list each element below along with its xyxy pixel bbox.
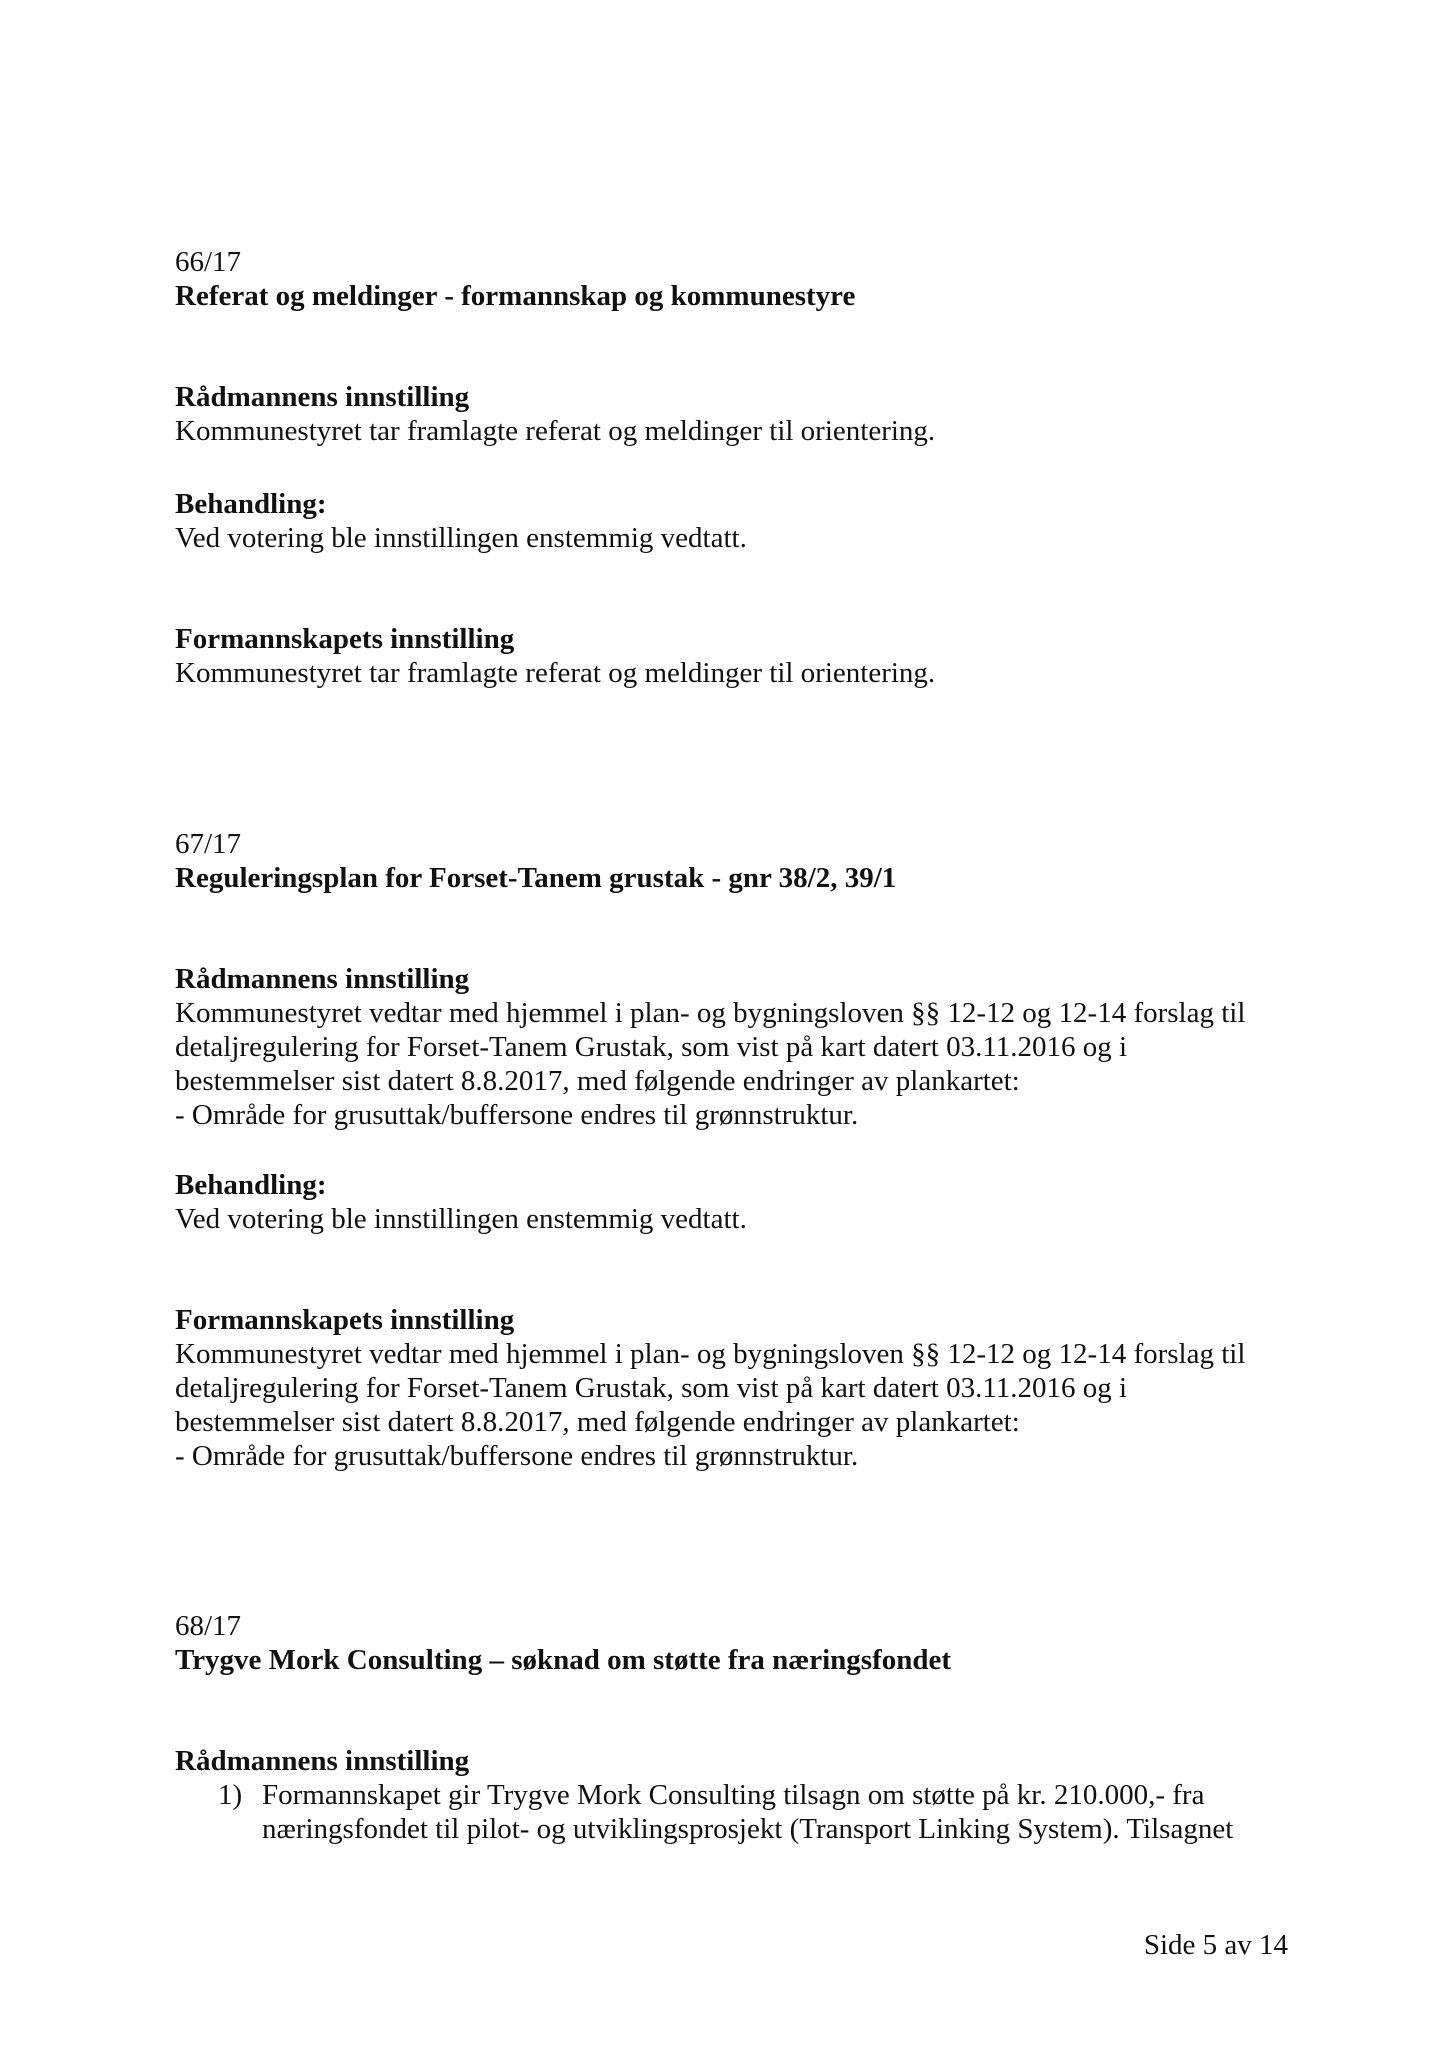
formannskap-heading: Formannskapets innstilling [175,623,515,655]
case-title: Referat og meldinger - formannskap og kommunestyre [175,280,856,312]
formannskap-text-line: detaljregulering for Forset-Tanem Grustak, som vist på kart datert 03.11.2016 og i [175,1372,1128,1404]
formannskap-text-line: Kommunestyret tar framlagte referat og meldinger til orientering. [175,657,936,689]
radmann-heading: Rådmannens innstilling [175,381,470,413]
radmann-heading: Rådmannens innstilling [175,1745,470,1777]
radmann-heading: Rådmannens innstilling [175,963,470,995]
case-number: 67/17 [175,828,242,860]
formannskap-text-line: Kommunestyret vedtar med hjemmel i plan- og bygningsloven §§ 12-12 og 12-14 forslag til [175,1338,1246,1370]
radmann-text-line: detaljregulering for Forset-Tanem Grustak, som vist på kart datert 03.11.2016 og i [175,1031,1128,1063]
list-item-marker: 1) [218,1779,243,1811]
behandling-text: Ved votering ble innstillingen enstemmig vedtatt. [175,522,747,554]
list-item-text-line: Formannskapet gir Trygve Mork Consulting tilsagn om støtte på kr. 210.000,- fra [262,1779,1205,1811]
radmann-text-line: bestemmelser sist datert 8.8.2017, med følgende endringer av plankartet: [175,1065,1020,1097]
radmann-text-line: Kommunestyret tar framlagte referat og meldinger til orientering. [175,415,936,447]
formannskap-text-line: bestemmelser sist datert 8.8.2017, med følgende endringer av plankartet: [175,1406,1020,1438]
case-title: Trygve Mork Consulting – søknad om støtte fra næringsfondet [175,1644,952,1676]
behandling-heading: Behandling: [175,488,327,520]
list-item-text-line: næringsfondet til pilot- og utviklingsprosjekt (Transport Linking System). Tilsagnet [262,1813,1234,1845]
radmann-text-line: - Område for grusuttak/buffersone endres til grønnstruktur. [175,1099,859,1131]
case-number: 68/17 [175,1610,242,1642]
behandling-text: Ved votering ble innstillingen enstemmig vedtatt. [175,1203,747,1235]
case-title: Reguleringsplan for Forset-Tanem grustak - gnr 38/2, 39/1 [175,862,897,894]
behandling-heading: Behandling: [175,1169,327,1201]
formannskap-text-line: - Område for grusuttak/buffersone endres til grønnstruktur. [175,1440,859,1472]
page-number: Side 5 av 14 [1143,1929,1288,1961]
case-number: 66/17 [175,246,242,278]
radmann-text-line: Kommunestyret vedtar med hjemmel i plan- og bygningsloven §§ 12-12 og 12-14 forslag til [175,997,1246,1029]
formannskap-heading: Formannskapets innstilling [175,1304,515,1336]
